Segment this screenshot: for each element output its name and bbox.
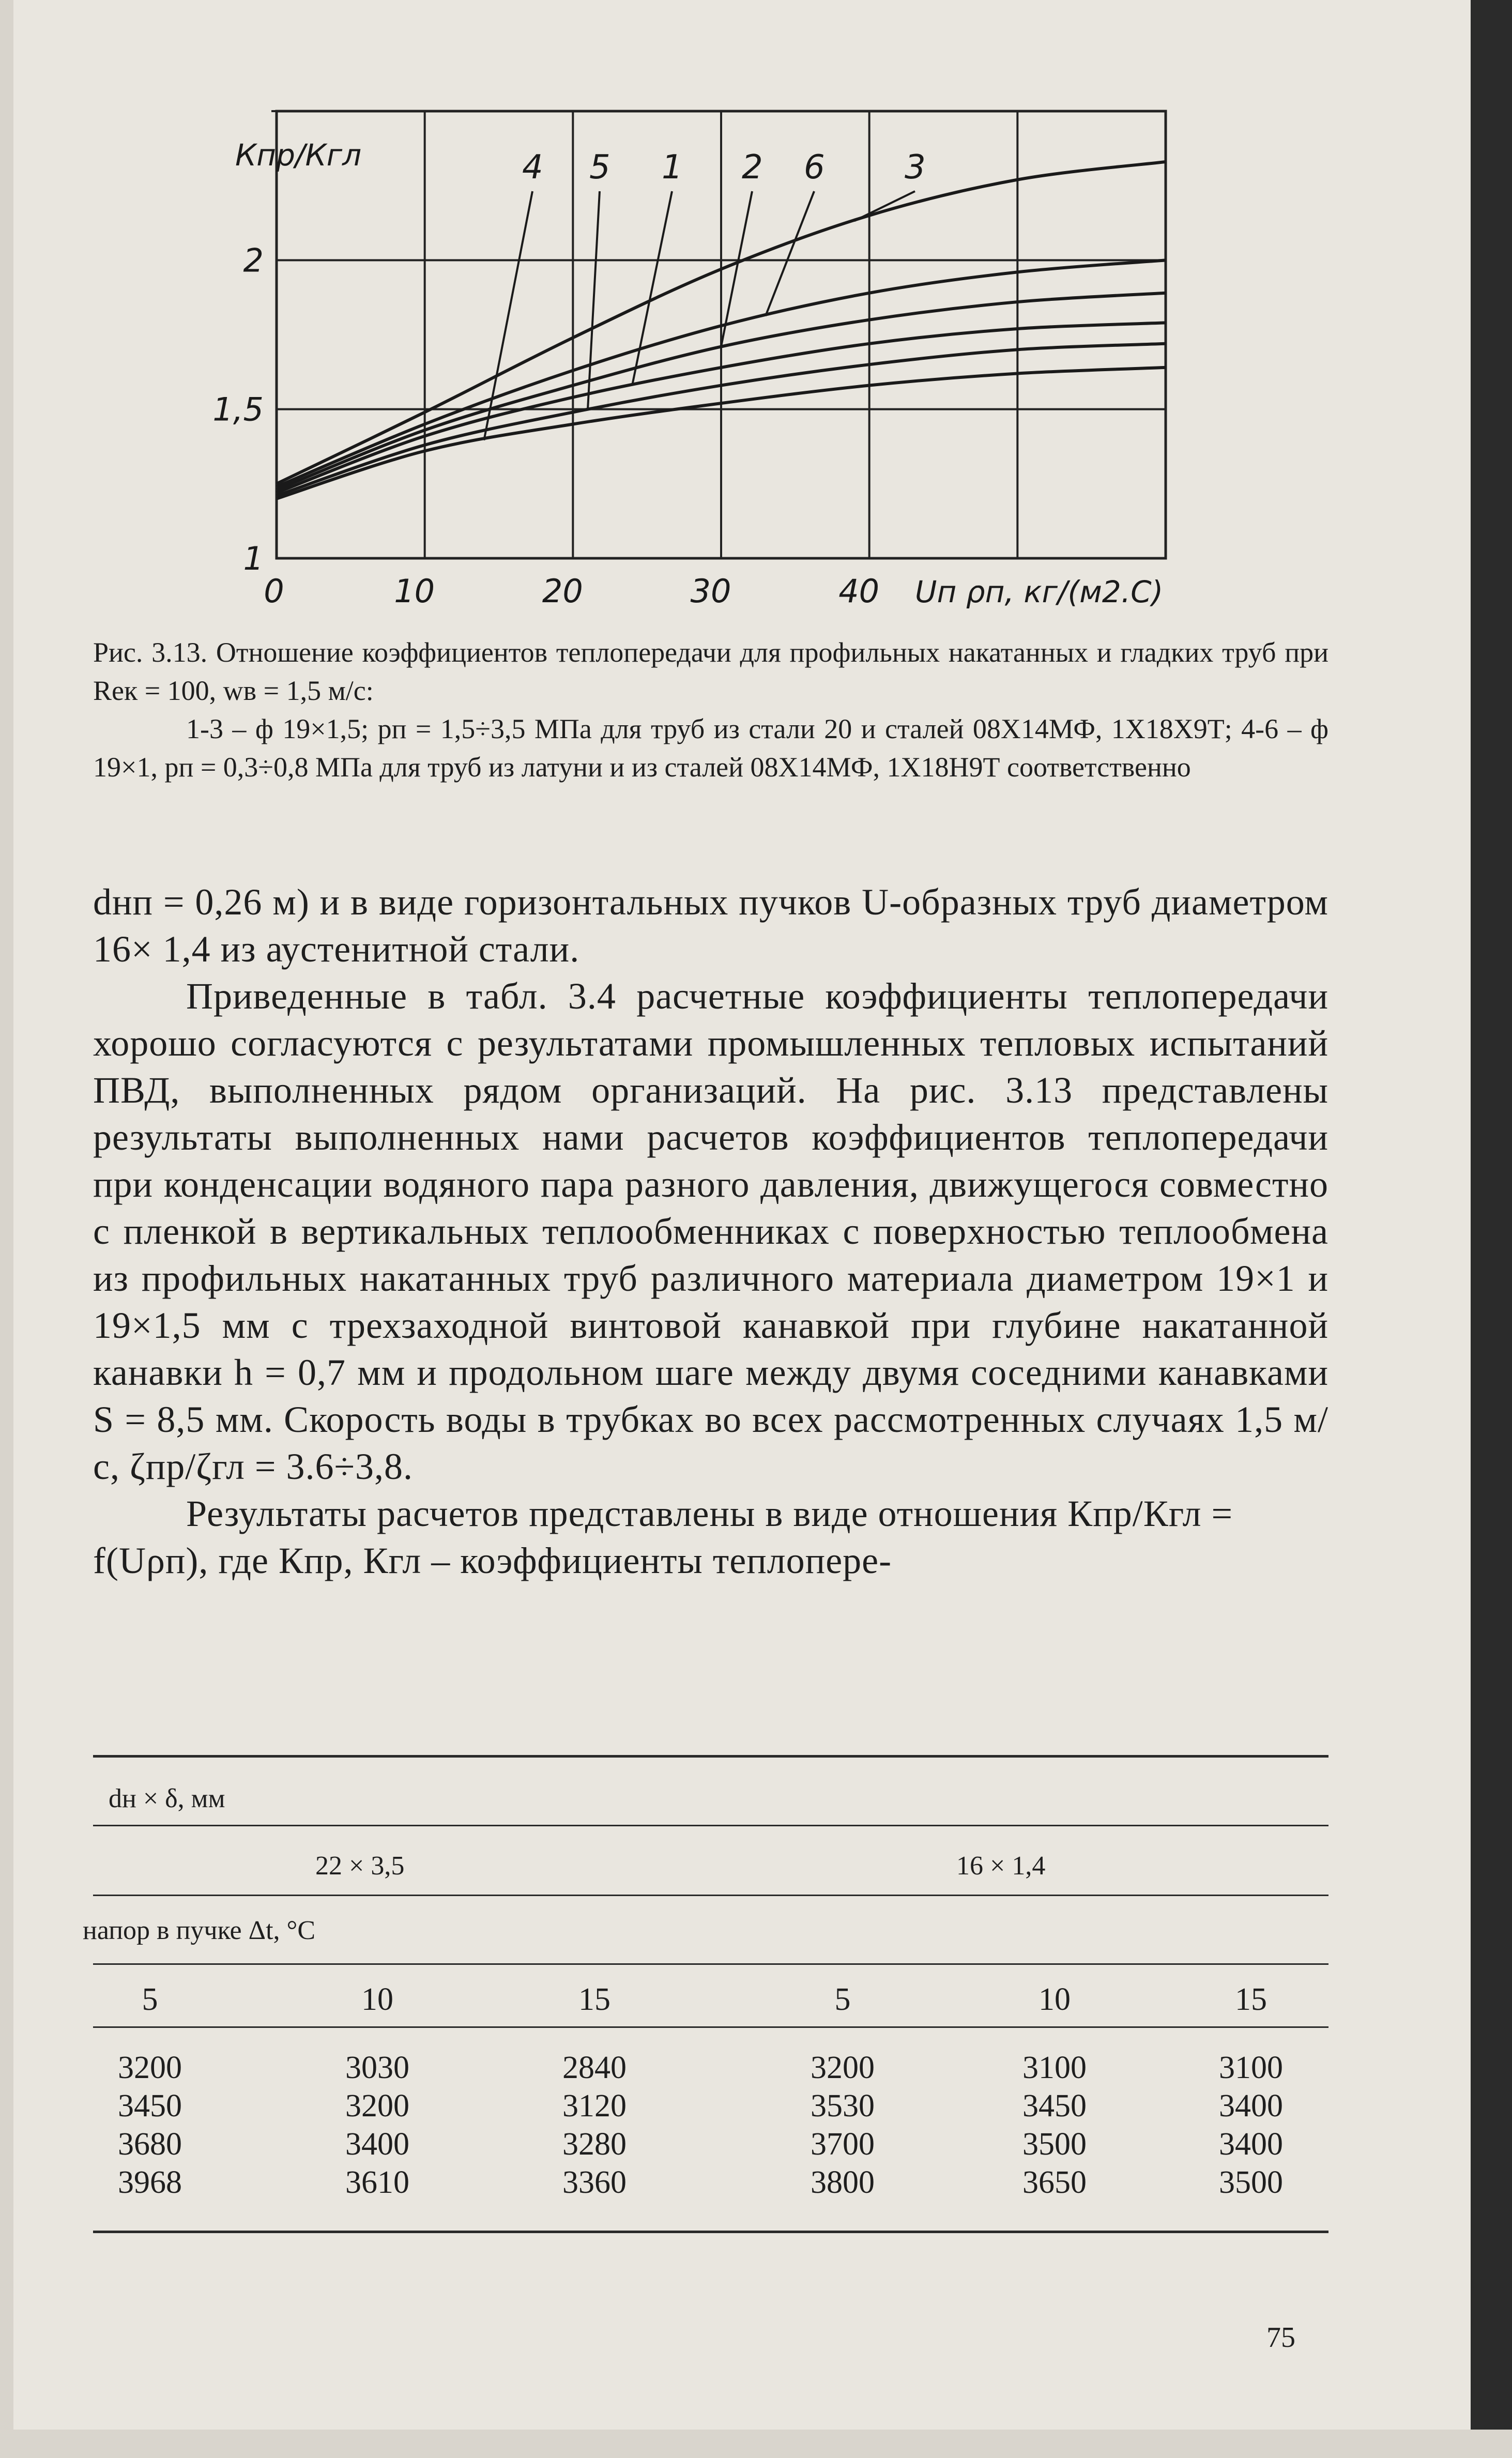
table-cell: 3100 [1022, 2050, 1087, 2085]
page-number: 75 [1266, 2322, 1295, 2354]
header-delta-t: напор в пучке Δt, °C [83, 1916, 315, 1945]
table-cell: 3200 [118, 2050, 182, 2085]
table-cell: 3120 [562, 2088, 627, 2124]
table-rule [93, 1895, 1328, 1896]
table-cell: 3530 [811, 2088, 875, 2124]
curve-label-2: 2 [742, 148, 763, 187]
column-header: 15 [578, 1982, 610, 2017]
table-cell: 2840 [562, 2050, 627, 2085]
y-tick-label: 1,5 [212, 390, 264, 429]
group-header-16x1-4: 16 × 1,4 [956, 1851, 1046, 1881]
curve-label-3: 3 [905, 148, 926, 187]
paragraph-1: dнп = 0,26 м) и в виде горизонтальных пучков U-образных труб диаметром 16× 1,4 из аустенитной стали. [93, 881, 1328, 970]
table-rule-top [93, 1755, 1328, 1758]
group-header-22x3-5: 22 × 3,5 [315, 1851, 405, 1881]
table-cell: 3280 [562, 2127, 627, 2162]
y-axis-label: Кпр/Кгл [235, 138, 362, 173]
figure-3-13-chart [0, 0, 1512, 631]
curve-label-1: 1 [662, 148, 683, 187]
table-rule-bottom [93, 2231, 1328, 2233]
column-header: 10 [1038, 1982, 1071, 2017]
column-header: 10 [361, 1982, 393, 2017]
table-cell: 3100 [1219, 2050, 1283, 2085]
table-cell: 3680 [118, 2127, 182, 2162]
curve-label-6: 6 [804, 148, 825, 187]
table-cell: 3700 [811, 2127, 875, 2162]
header-dimension: dн × δ, мм [109, 1784, 225, 1813]
paragraph-3: Результаты расчетов представлены в виде отношения Кпр/Кгл = f(Uρп), где Кпр, Кгл – коэффициенты теплопере- [93, 1493, 1233, 1581]
x-tick-label: 30 [690, 572, 731, 610]
table-cell: 3800 [811, 2165, 875, 2200]
y-tick-label: 2 [243, 241, 264, 280]
x-axis-label: Uп ρп, кг/(м2.С) [915, 574, 1164, 609]
column-header: 5 [834, 1982, 851, 2017]
x-tick-label: 40 [838, 572, 880, 610]
table-rule [93, 1963, 1328, 1965]
table-cell: 3200 [345, 2088, 409, 2124]
x-tick-label: 0 [264, 572, 284, 610]
table-cell: 3968 [118, 2165, 182, 2200]
caption-title: Рис. 3.13. Отношение коэффициентов теплопередачи для профильных накатанных и гладких труб при Reк = 100, wв = 1,5 м/с: [93, 637, 1328, 706]
paragraph-2: Приведенные в табл. 3.4 расчетные коэффициенты теплопередачи хорошо согласуются с результатами промышленных тепловых испытаний ПВД, выполненных рядом организаций. На рис. 3.13 представлены результаты выполненных нами расчетов коэффициентов теплопередачи при конденсации водяного пара разного давления, движущегося совместно с пленкой в вертикальных теплообменниках с поверхностью теплообмена из профильных накатанных труб различного материала диаметром 19×1 и 19×1,5 мм с трехзаходной винтовой канавкой при глубине накатанной канавки h = 0,7 мм и продольном шаге между двумя соседними канавками S = 8,5 мм. Скорость воды в трубках во всех рассмотренных случаях 1,5 м/с, ζпр/ζгл = 3.6÷3,8. [93, 975, 1328, 1487]
x-tick-label: 10 [394, 572, 435, 610]
caption-legend: 1-3 – ф 19×1,5; pп = 1,5÷3,5 МПа для труб из стали 20 и сталей 08Х14МФ, 1Х18Х9Т; 4-6 – ф 19×1, pп = 0,3÷0,8 МПа для труб из латуни и из сталей 08Х14МФ, 1Х18Н9Т соответственно [93, 713, 1328, 783]
y-tick-label: 1 [243, 540, 264, 577]
table-cell: 3400 [345, 2127, 409, 2162]
table-rule [93, 1825, 1328, 1826]
table-cell: 3200 [811, 2050, 875, 2085]
x-tick-label: 20 [542, 572, 583, 610]
body-text [93, 879, 1328, 1584]
column-header: 15 [1235, 1982, 1267, 2017]
table-cell: 3610 [345, 2165, 409, 2200]
curve-label-4: 4 [522, 148, 543, 187]
table-cell: 3450 [118, 2088, 182, 2124]
leader-line-1 [632, 191, 672, 386]
table-cell: 3030 [345, 2050, 409, 2085]
column-header: 5 [142, 1982, 158, 2017]
table-rule [93, 2026, 1328, 2028]
table-cell: 3400 [1219, 2088, 1283, 2124]
table-cell: 3650 [1022, 2165, 1087, 2200]
leader-line-6 [766, 191, 814, 316]
table-cell: 3500 [1022, 2127, 1087, 2162]
table-cell: 3500 [1219, 2165, 1283, 2200]
table-cell: 3400 [1219, 2127, 1283, 2162]
table-cell: 3360 [562, 2165, 627, 2200]
figure-caption [93, 633, 1328, 786]
scan-edge-bottom [0, 2430, 1512, 2458]
curve-label-5: 5 [589, 148, 610, 187]
table-cell: 3450 [1022, 2088, 1087, 2124]
